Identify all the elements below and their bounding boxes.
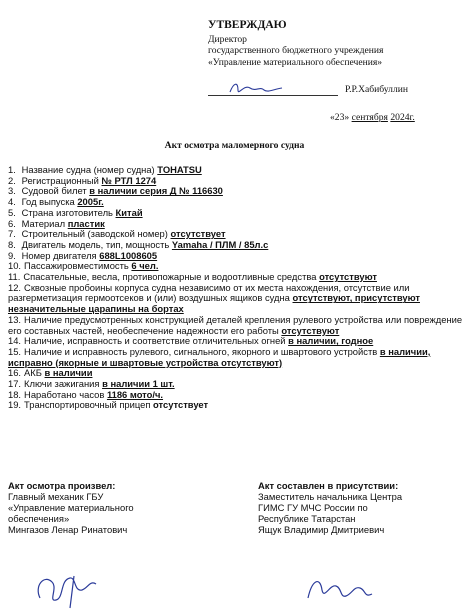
inspector-org-cont: обеспечения» — [8, 513, 70, 524]
witness-org-cont: Республике Татарстан — [258, 513, 356, 524]
approval-date — [330, 112, 415, 123]
list-item: 15. Наличие и исправность рулевого, сигнального, якорного и швартового устройств в наличии, исправно (якорные и швартовые устройства отсутствуют) — [8, 345, 431, 368]
date-year: 2024г. — [390, 112, 415, 123]
list-item: 11. Спасательные, весла, противопожарные и водоотливные средства отсутствуют — [8, 271, 377, 283]
list-item: 5. Страна изготовитель Китай — [8, 206, 143, 218]
list-item: 17. Ключи зажигания в наличии 1 шт. — [8, 378, 175, 390]
list-item: 16. АКБ в наличии — [8, 367, 93, 379]
inspector-signature-block — [8, 480, 208, 535]
approval-position: Директор — [208, 33, 247, 45]
list-item: 14. Наличие, исправность и соответствие отличительных огней в наличии, годное — [8, 335, 374, 347]
approval-signer-name: Р.Р.Хабибуллин — [345, 84, 409, 95]
list-item: 12. Сквозные пробоины корпуса судна независимо от их места нахождения, отсутствие или разгерметизация гермоотсеков и (или) воздушных ящиков судна отсутствуют, присутствуют незначительные царапины на бортах — [8, 281, 420, 315]
inspection-items-list — [8, 165, 463, 411]
list-item: 6. Материал пластик — [8, 217, 105, 229]
list-item: 3. Судовой билет в наличии серия Д № 116630 — [8, 185, 223, 197]
inspector-signature-icon — [30, 568, 110, 610]
witness-head: Акт составлен в присутствии: — [258, 480, 399, 491]
date-day: «23» — [330, 112, 350, 123]
witness-name: Ящук Владимир Дмитриевич — [258, 524, 385, 535]
inspector-name: Мингазов Ленар Ринатович — [8, 524, 128, 535]
list-item: 8. Двигатель модель, тип, мощность Yamaha / ПЛМ / 85л.с — [8, 238, 269, 250]
approval-title: УТВЕРЖДАЮ — [208, 19, 287, 31]
date-month: сентября — [351, 112, 388, 123]
list-item: 18. Наработано часов 1186 мото/ч. — [8, 388, 164, 400]
approval-block — [208, 20, 458, 68]
inspector-org: «Управление материального — [8, 502, 134, 513]
witness-position: Заместитель начальника Центра — [258, 491, 403, 502]
list-item: 13. Наличие предусмотренных конструкцией деталей крепления рулевого устройства или повреждение его составных частей, необеспечение надежности его работы отсутствуют — [8, 313, 463, 336]
approval-org-line1: государственного бюджетного учреждения — [208, 45, 384, 56]
list-item: 9. Номер двигателя 688L1008605 — [8, 249, 158, 261]
list-item: 10. Пассажировместимость 6 чел. — [8, 260, 159, 272]
list-item: 2. Регистрационный № РТЛ 1274 — [8, 174, 157, 186]
document-title: Акт осмотра маломерного судна — [164, 140, 305, 151]
list-item: 19. Транспортировочный прицеп отсутствует — [8, 399, 209, 411]
witness-signature-block — [258, 480, 463, 535]
list-item: 7. Строительный (заводской номер) отсутствует — [8, 228, 226, 240]
inspector-position: Главный механик ГБУ — [8, 491, 104, 502]
list-item: 1. Название судна (номер судна) TOHATSU — [8, 164, 202, 175]
inspector-head: Акт осмотра произвел: — [8, 480, 116, 491]
approval-org-line2: «Управление материального обеспечения» — [208, 56, 383, 68]
approval-signature-line — [208, 84, 458, 98]
list-item: 4. Год выпуска 2005г. — [8, 196, 104, 208]
approval-signature-icon — [226, 80, 286, 98]
witness-org: ГИМС ГУ МЧС России по — [258, 502, 368, 513]
witness-signature-icon — [300, 570, 380, 608]
